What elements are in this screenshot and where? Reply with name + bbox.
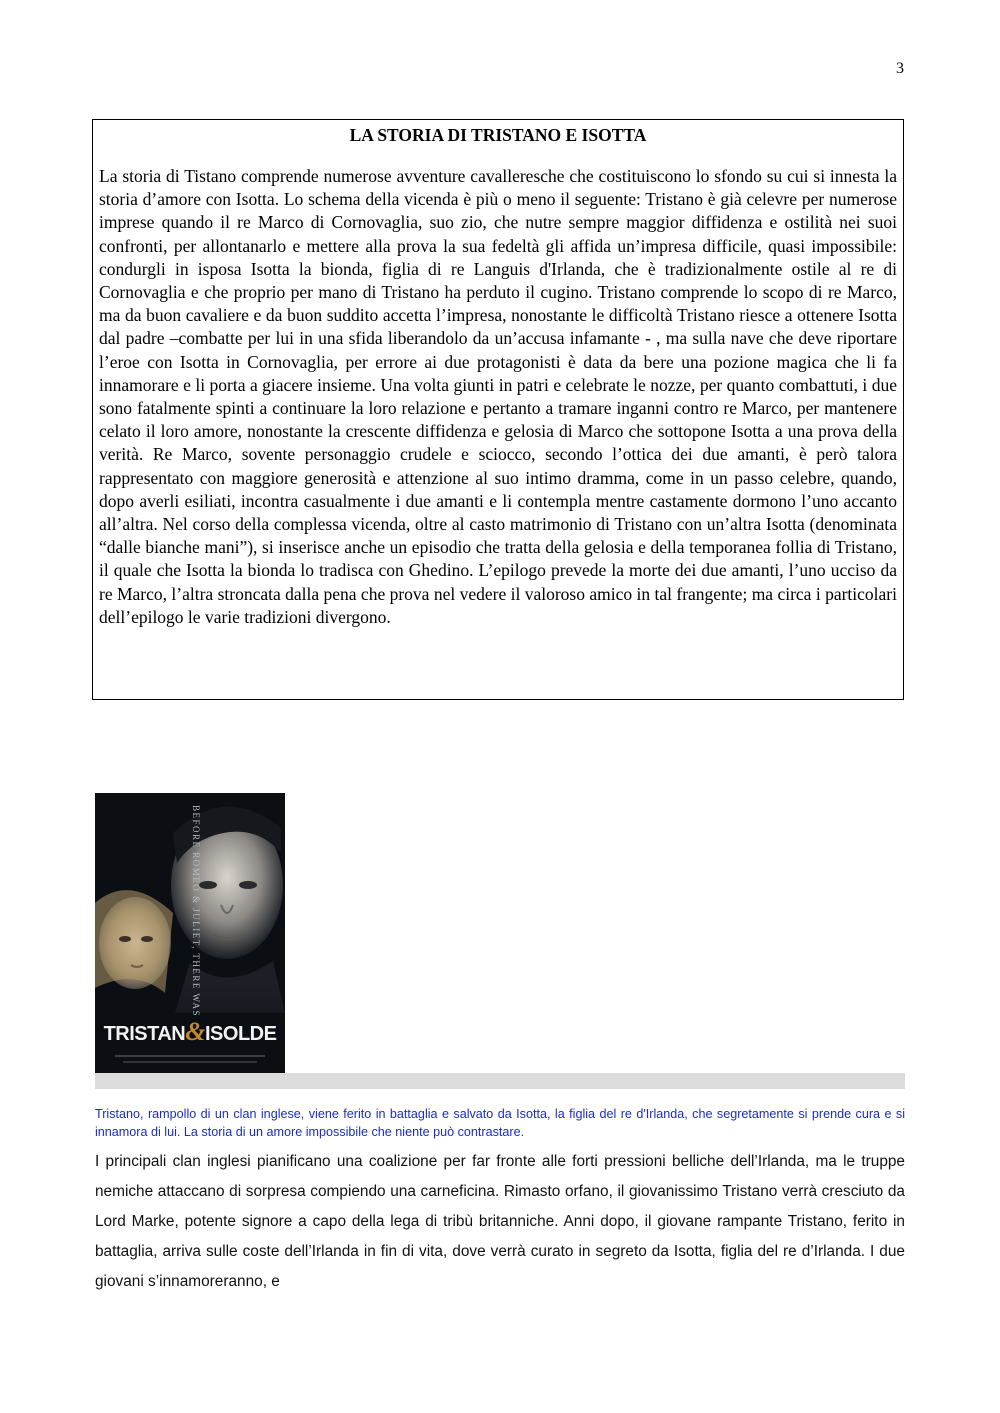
story-body: La storia di Tistano comprende numerose avventure cavalleresche che costituiscono lo sfondo su cui si innesta la storia d’amore con Isotta. Lo schema della vicenda è più o meno il seguente: Tristano è già celevre per numerose imprese quando il re Marco di Cornovaglia, suo zio, che nutre sempre maggior diffidenza e ostilità nei suoi confronti, per allontanarlo e mettere alla prova la sua fedeltà gli affida un’impresa difficile, quasi impossibile: condurgli in isposa Isotta la bionda, figlia di re Languis d'Irlanda, che è tradizionalmente ostile al re di Cornovaglia e che proprio per mano di Tristano ha perduto il cugino. Tristano comprende lo scopo di re Marco, ma da buon cavaliere e da buon suddito accetta l’impresa, nonostante le difficoltà Tristano riesce a ottenere Isotta dal padre –combatte per lui in una sfida liberandolo da un’accusa infamante - , ma sulla nave che deve riportare l’eroe con Isotta in Cornovaglia, per errore ai due protagonisti è data da bere una pozione magica che li fa innamorare e li porta a giacere insieme. Una volta giunti in patri e celebrate le nozze, per quanto combattuti, i due sono fatalmente spinti a continuare la loro relazione e pertanto a tramare inganni contro re Marco, per mantenere celato il loro amore, nonostante la crescente diffidenza e gelosia di Marco che sottopone Isotta a una prova della verità. Re Marco, sovente personaggio crudele e sciocco, secondo l’ottica dei due amanti, è però talora rappresentato con maggiore generosità e attenzione al suo intimo dramma, come in un passo celebre, quando, dopo averli esiliati, incontra casualmente i due amanti e li contempla mentre castamente dormono l’uno accanto all’altra. Nel corso della complessa vicenda, oltre al casto matrimonio di Tristano con un’altra Isotta (denominata “dalle bianche mani”), si inserisce anche un episodio che tratta della gelosia e della temporanea follia di Tristano, il quale che Isotta la bionda lo tradisca con Ghedino. L’epilogo prevede la morte dei due amanti, l’uno ucciso da re Marco, l’altra stroncata dalla pena che prova nel vedere il valoroso amico in tal frangente; ma circa i particolari dell’epilogo le varie tradizioni divergono. xyxy=(99,166,897,627)
poster-tagline-text: BEFORE ROMEO & JULIET, THERE WAS xyxy=(191,805,201,1018)
poster-title-left: TRISTAN xyxy=(103,1023,186,1045)
story-title: LA STORIA DI TRISTANO E ISOTTA xyxy=(349,125,647,145)
poster-title-ampersand: & xyxy=(185,1017,205,1046)
story-box xyxy=(92,119,904,700)
movie-caption: Tristano, rampollo di un clan inglese, viene ferito in battaglia e salvato da Isotta, la figlia del re d'Irlanda, che segretamente si prende cura e si innamora di lui. La storia di un amore impossibile che niente può contrastare. xyxy=(95,1107,905,1139)
page-number: 3 xyxy=(896,60,904,77)
gray-divider-bar xyxy=(95,1073,905,1089)
poster-title-right: ISOLDE xyxy=(204,1023,277,1045)
movie-synopsis: I principali clan inglesi pianificano una coalizione per far fronte alle forti pressioni belliche dell’Irlanda, ma le truppe nemiche attaccano di sorpresa compiendo una carneficina. Rimasto orfano, il giovanissimo Tristano verrà cresciuto da Lord Marke, potente signore a capo della lega di tribù britanniche. Anni dopo, il giovane rampante Tristano, ferito in battaglia, arriva sulle coste dell’Irlanda in fin di vita, dove verrà curato in segreto da Isotta, figlia del re d’Irlanda. I due giovani s’innamoreranno, e xyxy=(95,1153,905,1290)
movie-poster-image xyxy=(95,793,285,1073)
poster-title xyxy=(95,1017,285,1047)
